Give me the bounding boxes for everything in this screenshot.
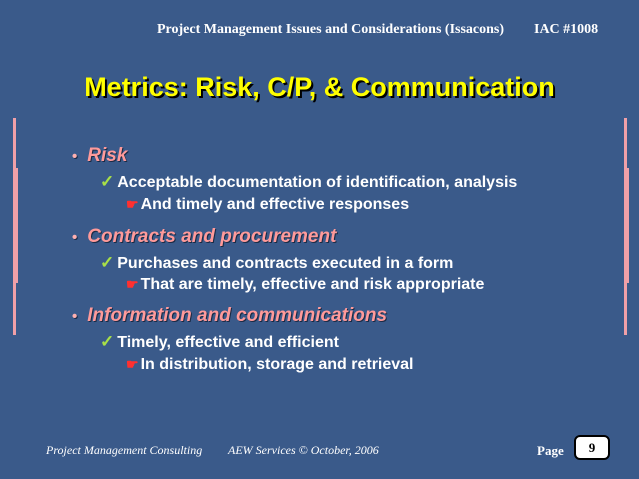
bullet-label: Information and communications: [87, 305, 388, 326]
bullet-dot-icon: •: [72, 148, 78, 165]
page-number-box: 9: [574, 435, 610, 460]
subsub-item-text: And timely and effective responses: [140, 196, 410, 213]
left-side-bar-top: [13, 118, 16, 168]
bullet-dot-icon: •: [72, 229, 78, 246]
right-side-bar-mid: [624, 168, 629, 283]
bullet-information: [72, 305, 387, 327]
left-side-bar-mid: [13, 168, 18, 283]
bullet-dot-icon: •: [72, 308, 78, 325]
bullet-contracts: [72, 226, 336, 248]
check-icon: ✓: [100, 253, 115, 272]
check-icon: ✓: [100, 332, 115, 351]
bullet-risk: [72, 145, 127, 167]
subsub-item-text: In distribution, storage and retrieval: [140, 356, 414, 373]
sub-item-text: Timely, effective and efficient: [117, 334, 339, 351]
sub-item-contracts: [100, 253, 453, 273]
sub-item-text: Acceptable documentation of identification, analysis: [117, 174, 518, 191]
bullet-label: Risk: [87, 145, 128, 166]
check-icon: ✓: [100, 172, 115, 191]
subsub-item-risk: [126, 196, 409, 214]
sub-item-text: Purchases and contracts executed in a form: [117, 255, 454, 272]
footer-copyright: AEW Services © October, 2006: [228, 443, 379, 457]
sub-item-information: [100, 332, 339, 352]
right-side-bar-bottom: [624, 283, 627, 335]
pointing-hand-icon: ☛: [126, 276, 139, 292]
pointing-hand-icon: ☛: [126, 196, 139, 212]
right-side-bar-top: [624, 118, 627, 168]
subsub-item-contracts: [126, 276, 484, 294]
header-code: IAC #1008: [534, 22, 599, 37]
sub-item-risk: [100, 172, 517, 192]
footer-page-label: Page: [537, 443, 564, 458]
slide-title: Metrics: Risk, C/P, & Communication: [84, 72, 555, 102]
left-side-bar-bottom: [13, 283, 16, 335]
footer-company: Project Management Consulting: [46, 443, 203, 457]
subsub-item-information: [126, 356, 414, 374]
pointing-hand-icon: ☛: [126, 356, 139, 372]
subsub-item-text: That are timely, effective and risk appropriate: [140, 276, 485, 293]
bullet-label: Contracts and procurement: [87, 226, 337, 247]
header-title: Project Management Issues and Considerations (Issacons): [157, 22, 505, 37]
